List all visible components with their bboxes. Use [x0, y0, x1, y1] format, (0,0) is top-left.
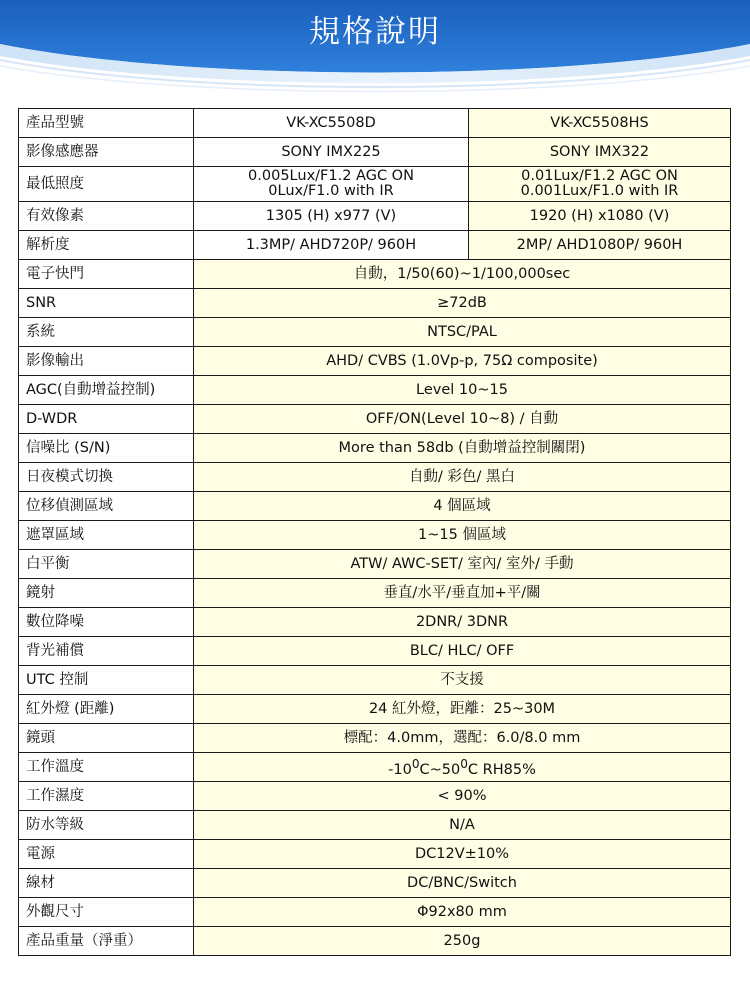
row-label: UTC 控制 [19, 666, 194, 695]
row-label: AGC(自動增益控制) [19, 376, 194, 405]
row-value: AHD/ CVBS (1.0Vp-p, 75Ω composite) [194, 347, 731, 376]
table-row [19, 637, 731, 666]
row-value: 250g [194, 927, 731, 956]
table-row [19, 231, 731, 260]
row-label: 信噪比 (S/N) [19, 434, 194, 463]
row-label: 工作濕度 [19, 782, 194, 811]
row-value: BLC/ HLC/ OFF [194, 637, 731, 666]
model-a-cell: 1305 (H) x977 (V) [194, 202, 469, 231]
row-value: 4 個區域 [194, 492, 731, 521]
row-label: 系統 [19, 318, 194, 347]
row-value: < 90% [194, 782, 731, 811]
table-row [19, 376, 731, 405]
table-row [19, 318, 731, 347]
cell-line: 0.001Lux/F1.0 with IR [520, 183, 679, 199]
row-value: 24 紅外燈，距離：25~30M [194, 695, 731, 724]
model-b-cell: 2MP/ AHD1080P/ 960H [469, 231, 731, 260]
row-value: OFF/ON(Level 10~8) / 自動 [194, 405, 731, 434]
table-row [19, 811, 731, 840]
row-value: Φ92x80 mm [194, 898, 731, 927]
row-label: 防水等級 [19, 811, 194, 840]
temp-high: C RH85% [467, 761, 536, 778]
row-label: 數位降噪 [19, 608, 194, 637]
table-row [19, 260, 731, 289]
model-b-cell: SONY IMX322 [469, 138, 731, 167]
table-row [19, 666, 731, 695]
degree-sup: 0 [411, 756, 420, 771]
row-label: 影像輸出 [19, 347, 194, 376]
table-row [19, 579, 731, 608]
row-value: N/A [194, 811, 731, 840]
table-row [19, 550, 731, 579]
row-label: 產品型號 [19, 109, 194, 138]
table-row [19, 753, 731, 782]
row-label: 線材 [19, 869, 194, 898]
row-value: DC12V±10% [194, 840, 731, 869]
model-b-cell: 1920 (H) x1080 (V) [469, 202, 731, 231]
row-label: 外觀尺寸 [19, 898, 194, 927]
table-row [19, 202, 731, 231]
model-a-cell: VK-XC5508D [194, 109, 469, 138]
row-value [194, 753, 731, 782]
table-row [19, 347, 731, 376]
row-label: 位移偵測區域 [19, 492, 194, 521]
page-title: 規格說明 [309, 14, 441, 50]
row-value: NTSC/PAL [194, 318, 731, 347]
row-label: 背光補償 [19, 637, 194, 666]
temp-mid: C~50 [419, 761, 461, 778]
row-value: 1~15 個區域 [194, 521, 731, 550]
row-label: SNR [19, 289, 194, 318]
table-row [19, 695, 731, 724]
row-value: 2DNR/ 3DNR [194, 608, 731, 637]
row-label: 影像感應器 [19, 138, 194, 167]
table-row [19, 463, 731, 492]
temp-low: -10 [388, 761, 412, 778]
table-row [19, 434, 731, 463]
row-value: More than 58db (自動增益控制關閉) [194, 434, 731, 463]
table-row [19, 927, 731, 956]
table-row [19, 869, 731, 898]
row-label: D-WDR [19, 405, 194, 434]
table-row [19, 898, 731, 927]
table-row [19, 109, 731, 138]
model-b-cell: VK-XC5508HS [469, 109, 731, 138]
table-row [19, 138, 731, 167]
row-label: 電子快門 [19, 260, 194, 289]
header-banner [0, 0, 750, 100]
row-label: 白平衡 [19, 550, 194, 579]
model-b-cell [469, 167, 731, 202]
row-label: 工作溫度 [19, 753, 194, 782]
row-value: 標配：4.0mm，選配：6.0/8.0 mm [194, 724, 731, 753]
model-a-cell: 1.3MP/ AHD720P/ 960H [194, 231, 469, 260]
model-a-cell: SONY IMX225 [194, 138, 469, 167]
table-row [19, 782, 731, 811]
table-row [19, 405, 731, 434]
row-value: 垂直/水平/垂直加+平/關 [194, 579, 731, 608]
row-label: 鏡頭 [19, 724, 194, 753]
degree-sup: 0 [460, 756, 468, 771]
row-label: 電源 [19, 840, 194, 869]
spec-table [18, 108, 731, 956]
row-label: 解析度 [19, 231, 194, 260]
row-value: ATW/ AWC-SET/ 室內/ 室外/ 手動 [194, 550, 731, 579]
row-value: 自動/ 彩色/ 黑白 [194, 463, 731, 492]
row-value: 不支援 [194, 666, 731, 695]
table-row [19, 724, 731, 753]
row-label: 最低照度 [19, 167, 194, 202]
row-value: ≥72dB [194, 289, 731, 318]
table-row [19, 608, 731, 637]
table-row [19, 521, 731, 550]
cell-line: 0Lux/F1.0 with IR [268, 183, 394, 199]
row-label: 遮罩區域 [19, 521, 194, 550]
row-label: 有效像素 [19, 202, 194, 231]
row-value: DC/BNC/Switch [194, 869, 731, 898]
row-label: 紅外燈 (距離) [19, 695, 194, 724]
cell-line: 0.01Lux/F1.2 AGC ON [521, 168, 678, 184]
cell-line: 0.005Lux/F1.2 AGC ON [248, 168, 414, 184]
table-row [19, 289, 731, 318]
row-value: 自動，1/50(60)~1/100,000sec [194, 260, 731, 289]
table-row [19, 492, 731, 521]
row-label: 鏡射 [19, 579, 194, 608]
model-a-cell [194, 167, 469, 202]
table-row [19, 840, 731, 869]
row-label: 日夜模式切換 [19, 463, 194, 492]
table-row [19, 167, 731, 202]
row-label: 產品重量（淨重） [19, 927, 194, 956]
row-value: Level 10~15 [194, 376, 731, 405]
